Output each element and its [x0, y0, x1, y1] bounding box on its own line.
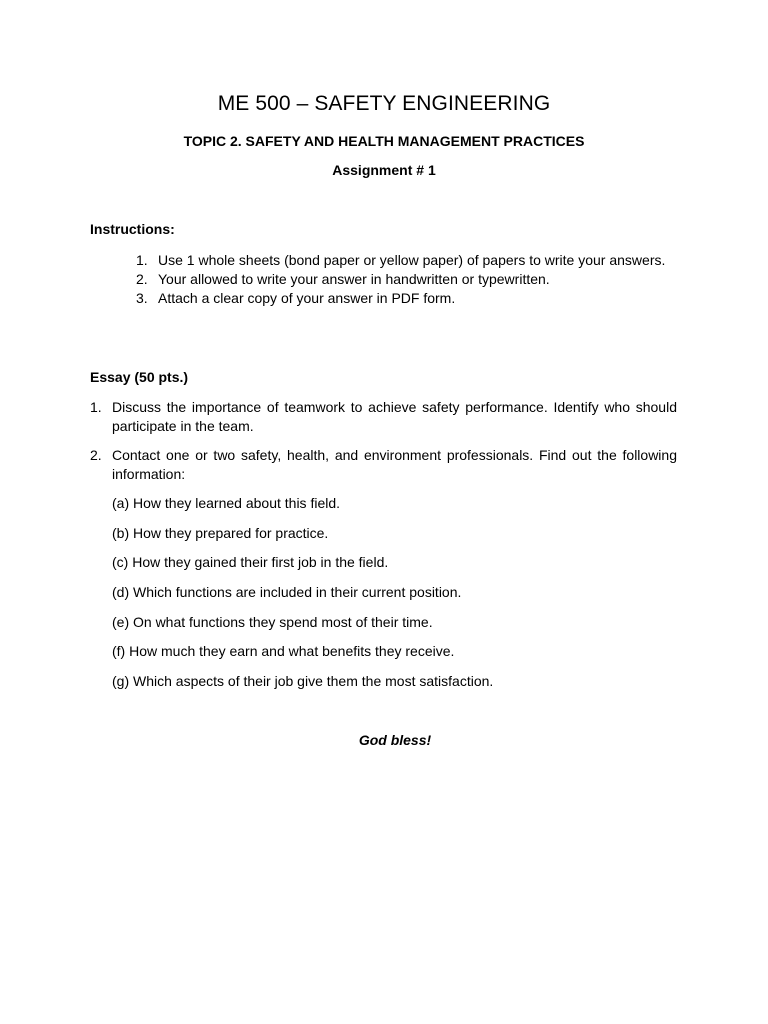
essay-item: [90, 398, 677, 436]
instruction-number: 3.: [136, 290, 148, 306]
instruction-number: 2.: [136, 271, 148, 287]
essay-item: [90, 446, 677, 484]
instruction-number: 1.: [136, 252, 148, 268]
essay-list: [90, 398, 677, 494]
essay-text: Discuss the importance of teamwork to achieve safety performance. Identify who should participate in the team.: [112, 399, 677, 434]
essay-text: Contact one or two safety, health, and environment professionals. Find out the following information:: [112, 447, 677, 482]
essay-number: 2.: [90, 447, 102, 463]
essay-subitem: (d) Which functions are included in their current position.: [112, 584, 462, 601]
essay-subitems-list: [112, 494, 493, 702]
document-title: ME 500 – SAFETY ENGINEERING: [217, 92, 551, 115]
instruction-text: Attach a clear copy of your answer in PDF form.: [158, 290, 456, 306]
essay-heading: Essay (50 pts.): [90, 369, 189, 385]
instruction-item: [136, 251, 677, 270]
assignment-heading: Assignment # 1: [332, 162, 436, 178]
closing-text: God bless!: [358, 732, 432, 748]
instruction-text: Your allowed to write your answer in handwritten or typewritten.: [158, 271, 550, 287]
essay-subitem: (e) On what functions they spend most of their time.: [112, 613, 433, 630]
essay-subitem: (c) How they gained their first job in the field.: [112, 554, 389, 571]
essay-subitem: (b) How they prepared for practice.: [112, 524, 329, 541]
instruction-text: Use 1 whole sheets (bond paper or yellow paper) of papers to write your answers.: [158, 252, 666, 268]
essay-subitem: (g) Which aspects of their job give them the most satisfaction.: [112, 673, 494, 690]
instruction-item: [136, 270, 677, 289]
essay-subitem: (a) How they learned about this field.: [112, 495, 341, 511]
instructions-list: [136, 251, 677, 308]
topic-heading: TOPIC 2. SAFETY AND HEALTH MANAGEMENT PRACTICES: [183, 133, 585, 149]
essay-subitem: (f) How much they earn and what benefits they receive.: [112, 643, 455, 660]
essay-number: 1.: [90, 399, 102, 415]
instructions-heading: Instructions:: [90, 221, 175, 237]
instruction-item: [136, 289, 677, 308]
